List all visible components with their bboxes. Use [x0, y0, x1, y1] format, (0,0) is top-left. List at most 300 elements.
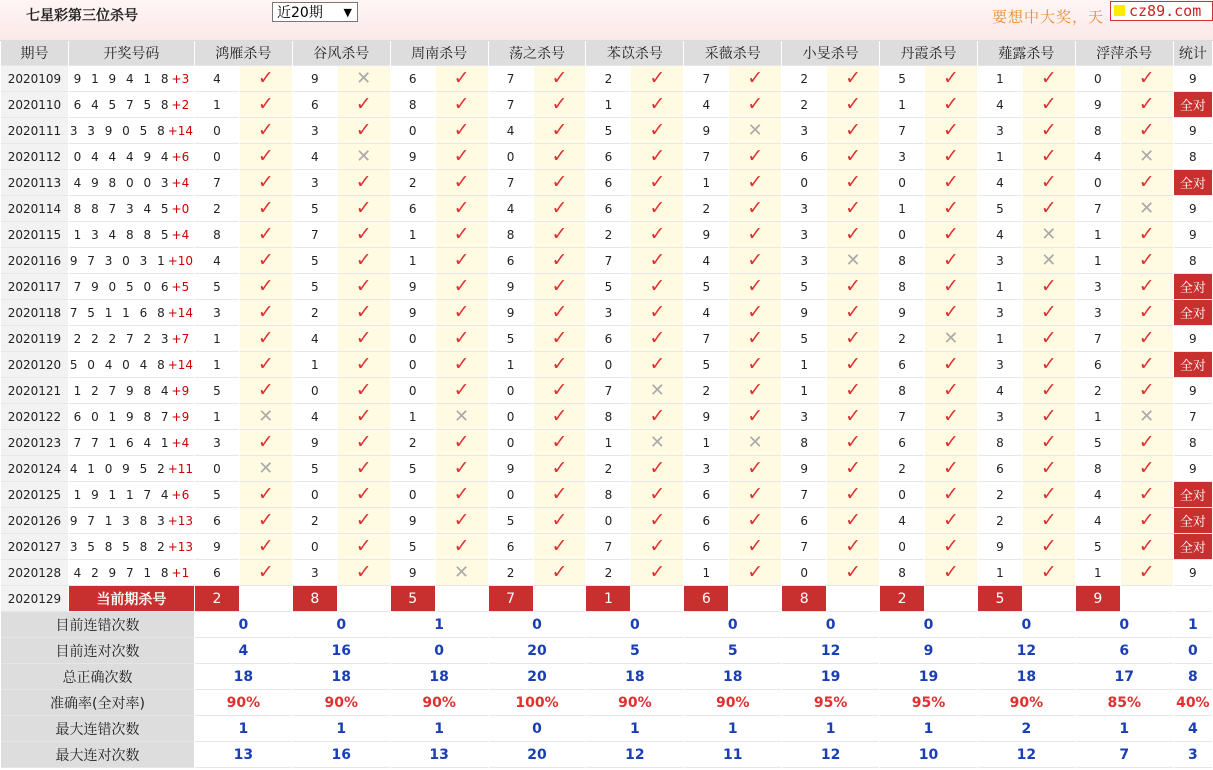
check-icon: ✓ [355, 197, 372, 219]
check-icon: ✓ [1138, 353, 1155, 375]
col-header-expert[interactable]: 丹霞杀号 [880, 40, 977, 66]
check-icon: ✓ [747, 561, 764, 583]
kill-number: 0 [586, 508, 630, 534]
col-header-expert[interactable]: 浮萍杀号 [1076, 40, 1173, 66]
kill-number: 9 [293, 66, 337, 92]
result-cell [338, 222, 390, 248]
check-icon: ✓ [551, 327, 568, 349]
draw-main-numbers: 1 3 4 8 8 5 [73, 227, 172, 242]
kill-number: 6 [489, 248, 533, 274]
kill-number: 0 [195, 118, 239, 144]
col-header-expert[interactable]: 苯苡杀号 [586, 40, 683, 66]
kill-number: 8 [880, 560, 924, 586]
kill-number: 7 [489, 170, 533, 196]
check-icon: ✓ [943, 93, 959, 115]
draw-main-numbers: 1 2 7 9 8 4 [73, 383, 172, 398]
kill-number: 6 [586, 326, 630, 352]
result-cell [436, 144, 488, 170]
kill-number: 7 [195, 170, 239, 196]
result-cell [1121, 274, 1173, 300]
kill-number: 5 [586, 118, 630, 144]
cross-icon: ✕ [747, 431, 763, 453]
summary-value: 0 [880, 612, 977, 638]
check-icon: ✓ [1138, 561, 1155, 583]
check-icon: ✓ [1138, 301, 1155, 323]
summary-value: 0 [489, 612, 586, 638]
summary-value: 16 [293, 742, 390, 768]
result-cell [729, 482, 781, 508]
check-icon: ✓ [1040, 67, 1057, 89]
table-row [1, 534, 1212, 560]
result-cell [338, 170, 390, 196]
result-cell [1023, 430, 1075, 456]
summary-row [1, 690, 1212, 716]
col-header-expert[interactable]: 谷风杀号 [293, 40, 390, 66]
kill-number-table [0, 40, 1213, 768]
check-icon: ✓ [649, 145, 666, 167]
summary-value: 1 [684, 716, 781, 742]
kill-number: 5 [489, 326, 533, 352]
summary-value: 90% [586, 690, 683, 716]
check-icon: ✓ [355, 379, 372, 401]
cross-icon: ✕ [356, 67, 372, 89]
result-cell [925, 352, 977, 378]
check-icon: ✓ [845, 119, 862, 141]
result-cell [436, 170, 488, 196]
result-cell [827, 352, 879, 378]
summary-value: 18 [195, 664, 292, 690]
result-cell [729, 300, 781, 326]
kill-number: 9 [391, 274, 435, 300]
issue-number: 2020113 [1, 170, 68, 196]
kill-number: 3 [782, 196, 826, 222]
cross-icon: ✕ [943, 327, 959, 349]
kill-number: 2 [586, 560, 630, 586]
kill-number: 7 [489, 92, 533, 118]
kill-number: 0 [391, 482, 435, 508]
kill-number: 7 [880, 118, 924, 144]
kill-number: 5 [684, 352, 728, 378]
draw-main-numbers: 7 5 1 1 6 8 [69, 305, 168, 320]
check-icon: ✓ [1138, 457, 1155, 479]
row-stat: 9 [1174, 326, 1212, 352]
draw-main-numbers: 9 1 9 4 1 8 [73, 71, 172, 86]
check-icon: ✓ [453, 353, 470, 375]
issue-number: 2020109 [1, 66, 68, 92]
summary-label: 目前连错次数 [1, 612, 194, 638]
kill-number: 1 [782, 378, 826, 404]
result-cell [534, 144, 586, 170]
table-row [1, 92, 1212, 118]
draw-main-numbers: 2 2 2 7 2 3 [73, 331, 172, 346]
check-icon: ✓ [649, 509, 666, 531]
cross-icon: ✕ [649, 379, 665, 401]
result-cell [631, 482, 683, 508]
kill-number: 7 [586, 534, 630, 560]
issue-number: 2020114 [1, 196, 68, 222]
kill-number: 2 [782, 92, 826, 118]
current-kill-number: 6 [684, 586, 728, 612]
draw-extra-number: +4 [171, 175, 190, 190]
kill-number: 6 [684, 508, 728, 534]
check-icon: ✓ [1138, 223, 1155, 245]
result-cell [534, 430, 586, 456]
check-icon: ✓ [1138, 379, 1155, 401]
check-icon: ✓ [845, 327, 862, 349]
col-header-draw: 开奖号码 [69, 40, 194, 66]
check-icon: ✓ [453, 93, 470, 115]
check-icon: ✓ [551, 483, 568, 505]
check-icon: ✓ [1138, 509, 1155, 531]
result-cell [827, 144, 879, 170]
kill-number: 9 [489, 300, 533, 326]
result-cell [925, 118, 977, 144]
issue-number: 2020126 [1, 508, 68, 534]
table-row [1, 404, 1212, 430]
result-cell [631, 66, 683, 92]
current-kill-label: 当前期杀号 [69, 586, 194, 612]
result-cell [436, 300, 488, 326]
check-icon: ✓ [845, 223, 862, 245]
result-cell [729, 456, 781, 482]
result-cell [240, 196, 292, 222]
kill-number: 9 [489, 456, 533, 482]
kill-number: 9 [1076, 92, 1120, 118]
result-cell [925, 378, 977, 404]
kill-number: 0 [391, 352, 435, 378]
check-icon: ✓ [453, 509, 470, 531]
summary-value: 100% [489, 690, 586, 716]
kill-number: 1 [684, 430, 728, 456]
kill-number: 8 [880, 248, 924, 274]
result-cell [827, 456, 879, 482]
kill-number: 7 [293, 222, 337, 248]
summary-stat-value: 0 [1174, 638, 1212, 664]
kill-number: 3 [293, 170, 337, 196]
result-cell [827, 326, 879, 352]
result-cell [436, 560, 488, 586]
site-logo[interactable] [1110, 1, 1213, 21]
kill-number: 1 [391, 248, 435, 274]
kill-number: 0 [782, 170, 826, 196]
kill-number: 4 [293, 326, 337, 352]
result-cell [240, 326, 292, 352]
draw-numbers [69, 274, 194, 300]
cross-icon: ✕ [1041, 223, 1057, 245]
col-header-expert[interactable]: 鸿雁杀号 [195, 40, 292, 66]
empty-cell [1023, 586, 1075, 612]
result-cell [534, 456, 586, 482]
kill-number: 9 [489, 274, 533, 300]
result-cell [436, 508, 488, 534]
check-icon: ✓ [747, 145, 764, 167]
draw-numbers [69, 66, 194, 92]
all-correct-badge: 全对 [1174, 534, 1212, 560]
kill-number: 2 [586, 456, 630, 482]
kill-number: 0 [489, 430, 533, 456]
result-cell [436, 92, 488, 118]
kill-number: 2 [391, 170, 435, 196]
row-stat: 8 [1174, 430, 1212, 456]
check-icon: ✓ [845, 561, 862, 583]
draw-numbers [69, 352, 194, 378]
check-icon: ✓ [551, 119, 568, 141]
current-kill-number: 1 [586, 586, 630, 612]
draw-extra-number: +13 [167, 539, 194, 554]
check-icon: ✓ [845, 353, 862, 375]
check-icon: ✓ [257, 301, 274, 323]
logo-square-icon [1114, 5, 1125, 16]
result-cell [729, 326, 781, 352]
all-correct-badge: 全对 [1174, 274, 1212, 300]
check-icon: ✓ [747, 171, 764, 193]
table-row [1, 378, 1212, 404]
result-cell [1121, 248, 1173, 274]
check-icon: ✓ [355, 171, 372, 193]
col-header-expert[interactable]: 小旻杀号 [782, 40, 879, 66]
empty-cell [338, 586, 390, 612]
col-header-expert[interactable]: 采薇杀号 [684, 40, 781, 66]
result-cell [1023, 92, 1075, 118]
result-cell [729, 560, 781, 586]
kill-number: 2 [391, 430, 435, 456]
check-icon: ✓ [1138, 249, 1155, 271]
check-icon: ✓ [845, 483, 862, 505]
result-cell [240, 222, 292, 248]
draw-numbers [69, 300, 194, 326]
current-kill-number: 8 [293, 586, 337, 612]
summary-value: 1 [391, 612, 488, 638]
result-cell [1023, 248, 1075, 274]
summary-value: 1 [586, 716, 683, 742]
chevron-down-icon: ▼ [343, 6, 352, 19]
kill-number: 2 [293, 300, 337, 326]
result-cell [338, 352, 390, 378]
summary-value: 7 [1076, 742, 1173, 768]
period-select[interactable] [272, 2, 358, 22]
kill-number: 4 [978, 378, 1022, 404]
summary-row [1, 612, 1212, 638]
result-cell [534, 404, 586, 430]
result-cell [827, 92, 879, 118]
result-cell [925, 534, 977, 560]
kill-number: 0 [195, 144, 239, 170]
result-cell [729, 66, 781, 92]
result-cell [925, 404, 977, 430]
summary-value: 90% [978, 690, 1075, 716]
summary-value: 2 [978, 716, 1075, 742]
summary-stat-value: 3 [1174, 742, 1212, 768]
kill-number: 0 [489, 378, 533, 404]
check-icon: ✓ [845, 301, 862, 323]
check-icon: ✓ [1040, 457, 1057, 479]
result-cell [1023, 482, 1075, 508]
cross-icon: ✕ [454, 561, 470, 583]
summary-value: 20 [489, 638, 586, 664]
summary-value: 18 [978, 664, 1075, 690]
table-row [1, 456, 1212, 482]
cross-icon: ✕ [649, 431, 665, 453]
row-stat: 9 [1174, 196, 1212, 222]
draw-extra-number: +5 [171, 279, 190, 294]
kill-number: 4 [978, 222, 1022, 248]
kill-number: 1 [1076, 560, 1120, 586]
result-cell [240, 352, 292, 378]
kill-number: 8 [782, 430, 826, 456]
check-icon: ✓ [1138, 431, 1155, 453]
summary-value: 0 [978, 612, 1075, 638]
check-icon: ✓ [355, 561, 372, 583]
kill-number: 5 [391, 456, 435, 482]
summary-value: 1 [1076, 716, 1173, 742]
draw-numbers [69, 430, 194, 456]
kill-number: 4 [978, 92, 1022, 118]
kill-number: 3 [293, 118, 337, 144]
kill-number: 7 [586, 248, 630, 274]
result-cell [1023, 222, 1075, 248]
check-icon: ✓ [943, 275, 959, 297]
kill-number: 2 [684, 378, 728, 404]
check-icon: ✓ [257, 275, 274, 297]
check-icon: ✓ [453, 275, 470, 297]
result-cell [1023, 560, 1075, 586]
summary-row [1, 742, 1212, 768]
summary-value: 1 [782, 716, 879, 742]
kill-number: 0 [293, 534, 337, 560]
kill-number: 0 [195, 456, 239, 482]
check-icon: ✓ [845, 93, 862, 115]
check-icon: ✓ [257, 483, 274, 505]
kill-number: 5 [586, 274, 630, 300]
check-icon: ✓ [943, 457, 959, 479]
check-icon: ✓ [845, 509, 862, 531]
check-icon: ✓ [257, 223, 274, 245]
check-icon: ✓ [649, 327, 666, 349]
result-cell [729, 352, 781, 378]
summary-value: 13 [391, 742, 488, 768]
result-cell [1023, 118, 1075, 144]
result-cell [631, 144, 683, 170]
check-icon: ✓ [943, 431, 959, 453]
check-icon: ✓ [551, 275, 568, 297]
kill-number: 5 [195, 378, 239, 404]
kill-number: 4 [293, 144, 337, 170]
kill-number: 0 [880, 170, 924, 196]
kill-number: 3 [978, 352, 1022, 378]
result-cell [925, 482, 977, 508]
kill-number: 9 [391, 560, 435, 586]
result-cell [925, 456, 977, 482]
col-header-expert[interactable]: 薤露杀号 [978, 40, 1075, 66]
result-cell [1023, 196, 1075, 222]
draw-main-numbers: 7 9 0 5 0 6 [73, 279, 172, 294]
check-icon: ✓ [453, 119, 470, 141]
draw-numbers [69, 378, 194, 404]
draw-numbers [69, 326, 194, 352]
col-header-expert[interactable]: 周南杀号 [391, 40, 488, 66]
check-icon: ✓ [649, 93, 666, 115]
check-icon: ✓ [257, 379, 274, 401]
result-cell [436, 456, 488, 482]
kill-number: 3 [978, 118, 1022, 144]
summary-value: 85% [1076, 690, 1173, 716]
kill-number: 8 [1076, 118, 1120, 144]
check-icon: ✓ [551, 353, 568, 375]
kill-number: 2 [684, 196, 728, 222]
current-row [1, 586, 1212, 612]
result-cell [1121, 222, 1173, 248]
col-header-expert[interactable]: 荡之杀号 [489, 40, 586, 66]
kill-number: 4 [1076, 508, 1120, 534]
kill-number: 6 [880, 352, 924, 378]
kill-number: 8 [880, 378, 924, 404]
all-correct-badge: 全对 [1174, 92, 1212, 118]
result-cell [827, 300, 879, 326]
result-cell [1023, 274, 1075, 300]
check-icon: ✓ [845, 145, 862, 167]
check-icon: ✓ [551, 431, 568, 453]
current-kill-number: 9 [1076, 586, 1120, 612]
row-stat: 9 [1174, 456, 1212, 482]
kill-number: 1 [391, 404, 435, 430]
check-icon: ✓ [1040, 197, 1057, 219]
row-stat: 9 [1174, 560, 1212, 586]
result-cell [240, 92, 292, 118]
draw-main-numbers: 7 7 1 6 4 1 [73, 435, 172, 450]
draw-numbers [69, 508, 194, 534]
check-icon: ✓ [649, 561, 666, 583]
kill-number: 5 [782, 326, 826, 352]
draw-main-numbers: 3 3 9 0 5 8 [69, 123, 168, 138]
kill-number: 8 [391, 92, 435, 118]
result-cell [534, 482, 586, 508]
kill-number: 0 [391, 118, 435, 144]
result-cell [631, 170, 683, 196]
kill-number: 1 [1076, 248, 1120, 274]
result-cell [1023, 326, 1075, 352]
result-cell [338, 248, 390, 274]
result-cell [1121, 508, 1173, 534]
summary-value: 10 [880, 742, 977, 768]
result-cell [338, 534, 390, 560]
table-row [1, 300, 1212, 326]
col-header-stat: 统计 [1174, 40, 1212, 66]
kill-number: 5 [195, 274, 239, 300]
check-icon: ✓ [257, 327, 274, 349]
cross-icon: ✕ [258, 457, 274, 479]
kill-number: 7 [684, 66, 728, 92]
summary-value: 90% [684, 690, 781, 716]
kill-number: 2 [586, 222, 630, 248]
check-icon: ✓ [551, 561, 568, 583]
issue-number: 2020111 [1, 118, 68, 144]
kill-number: 6 [782, 508, 826, 534]
kill-number: 4 [684, 248, 728, 274]
table-row [1, 170, 1212, 196]
result-cell [925, 170, 977, 196]
table-row [1, 222, 1212, 248]
result-cell [436, 378, 488, 404]
draw-numbers [69, 144, 194, 170]
result-cell [338, 430, 390, 456]
empty-cell [240, 586, 292, 612]
kill-number: 5 [978, 196, 1022, 222]
check-icon: ✓ [257, 249, 274, 271]
table-row [1, 508, 1212, 534]
draw-main-numbers: 5 0 4 0 4 8 [69, 357, 168, 372]
issue-number: 2020127 [1, 534, 68, 560]
result-cell [436, 274, 488, 300]
